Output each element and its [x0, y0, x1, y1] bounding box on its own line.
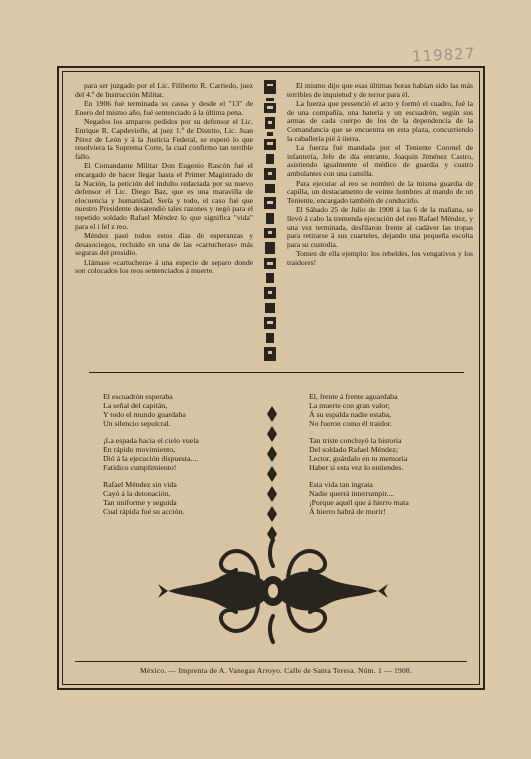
verse-line: Rafael Méndez sin vida — [103, 480, 177, 489]
stanza — [309, 436, 479, 472]
right-paragraph: La fuerza fué mandada por el Teniente Coronel de infantería, Jefe de día entrante, Joaquín Jiménez Castro, asistiendo igualmente el médico de guardia y cuatro ambulantes con una camilla. — [287, 143, 473, 178]
imprint-rule — [75, 661, 467, 662]
verse-line: Del soldado Rafael Méndez; — [309, 445, 398, 454]
verses-left — [103, 392, 253, 524]
verse-line: Nadie querrá interrumpir.... — [309, 489, 395, 498]
right-paragraph: La fuerza que presenció el acto y formó el cuadro, fué la de una compañía, una batería y un escuadrón, según sus armas de cada cuerpo de los de la dependencia de la Comandancia que se encuentra en esta plaza, concurriendo la caballería pié á tierra. — [287, 99, 473, 143]
left-paragraph: Llámase «cartuchera» á una especie de separo donde son colocados los reos sentenciados á muerte. — [75, 257, 253, 276]
stanza — [309, 392, 479, 428]
verse-line: Á su espalda nadie estaba, — [309, 410, 392, 419]
stanza — [309, 480, 479, 516]
stanza — [103, 436, 253, 472]
left-paragraph: para ser juzgado por el Lic. Filiberto R. Carriedo, juez del 4.º de Instrucción Militar. — [75, 81, 253, 99]
verse-line: ¡La espada hacia el cielo vuela — [103, 436, 199, 445]
stanza — [103, 392, 253, 428]
vertical-ornament — [263, 80, 277, 362]
left-paragraph: Negados los amparos pedidos por su defensor el Lic. Enrique R. Capdevielle, al juez 1.º de Distrito, Lic. Juan Pérez de León y á la Justicia Federal, se esperó lo que resolviera la Suprema Corte, la cual confirmo tan terrible fallo. — [75, 117, 253, 161]
verses-right — [309, 392, 479, 524]
section-divider — [89, 372, 464, 373]
left-paragraph: Méndez pasó todos estos días de esperanzas y desasociegos, recluido en una de las «cartucheras» más seguras del presidio. — [75, 231, 253, 258]
verse-line: Tan uniforme y seguida — [103, 498, 177, 507]
verse-line: Dió á la ejecución dispuesta.... — [103, 454, 199, 463]
verse-line: Á hierro habrá de morir! — [309, 507, 386, 516]
decorative-flourish — [158, 536, 388, 646]
verse-line: No fueron como él traidor. — [309, 419, 392, 428]
verse-line: Tan triste concluyó la historia — [309, 436, 402, 445]
left-column — [75, 82, 253, 277]
verse-line: Cayó á la detonación, — [103, 489, 171, 498]
right-paragraph: El mismo dijo que esas últimas horas habían sido las más terribles de inquietud y de terror para él. — [287, 81, 473, 99]
inner-border — [62, 71, 480, 685]
verse-line: En rápido movimiento, — [103, 445, 176, 454]
verse-line: Lector, guárdalo en tu memoria — [309, 454, 408, 463]
right-column — [287, 82, 473, 268]
right-paragraph: El Sábado 25 de Julio de 1908 á las 6 de la mañana, se llevó á cabo la tremenda ejecución del reo Rafael Méndez, y una vez terminada, desfilaron frente al cadáver las tropas para retirarse á sus cuarteles, dejando una pequeña escolta para su custodia. — [287, 205, 473, 249]
verse-ornament — [266, 406, 278, 542]
verse-line: Fatídico cumplimiento! — [103, 463, 177, 472]
verse-line: La muerte con gran valor; — [309, 401, 390, 410]
left-paragraph: En 1906 fué terminada su causa y desde el "13" de Enero del mismo año, fué sentenciado á la última pena. — [75, 99, 253, 117]
archive-number: 119827 — [411, 44, 476, 66]
right-paragraph: Tomen de ella ejemplo: los rebeldes, los vengativos y los traidores! — [287, 249, 473, 267]
verse-line: Esta vida tan ingrata — [309, 480, 373, 489]
verse-line: ¡Porque aquél que á hierro mata — [309, 498, 409, 507]
verse-line: El, frente á frente aguardaba — [309, 392, 398, 401]
verse-line: Un silencio sepulcral. — [103, 419, 171, 428]
verse-line: Haber si esta vez lo entiendes. — [309, 463, 404, 472]
verse-line: La señal del capitán, — [103, 401, 168, 410]
verse-line: Cual rápida fué su acción. — [103, 507, 185, 516]
imprint: México. — Imprenta de A. Vanegas Arroyo. Calle de Santa Teresa. Núm. 1 — 1908. — [139, 666, 413, 675]
verse-line: Y todo el mundo guardaba — [103, 410, 186, 419]
stanza — [103, 480, 253, 516]
verse-line: El escuadrón esperaba — [103, 392, 173, 401]
left-paragraph: El Comandante Militar Don Eugenio Rascón fué el encargado de hacer llegar hasta el Primer Magistrado de la Nación, la petición del indulto redactada por su nuevo defensor el Lic. Diego Baz, que es una maravilla de elocuencia y humanidad. Sería y todo, el caso fué que nuestro Presidente desatendió tales razones y negó para el repetido soldado Rafael Méndez lo que significa "vida" para el i fel z reo. — [75, 161, 253, 231]
printed-frame — [57, 66, 485, 690]
right-paragraph: Para ejecutar al reo se nombró de la misma guardia de capilla, un destacamento de veinte hombres al mando de un Teniente, encargado también de conducirlo. — [287, 178, 473, 205]
